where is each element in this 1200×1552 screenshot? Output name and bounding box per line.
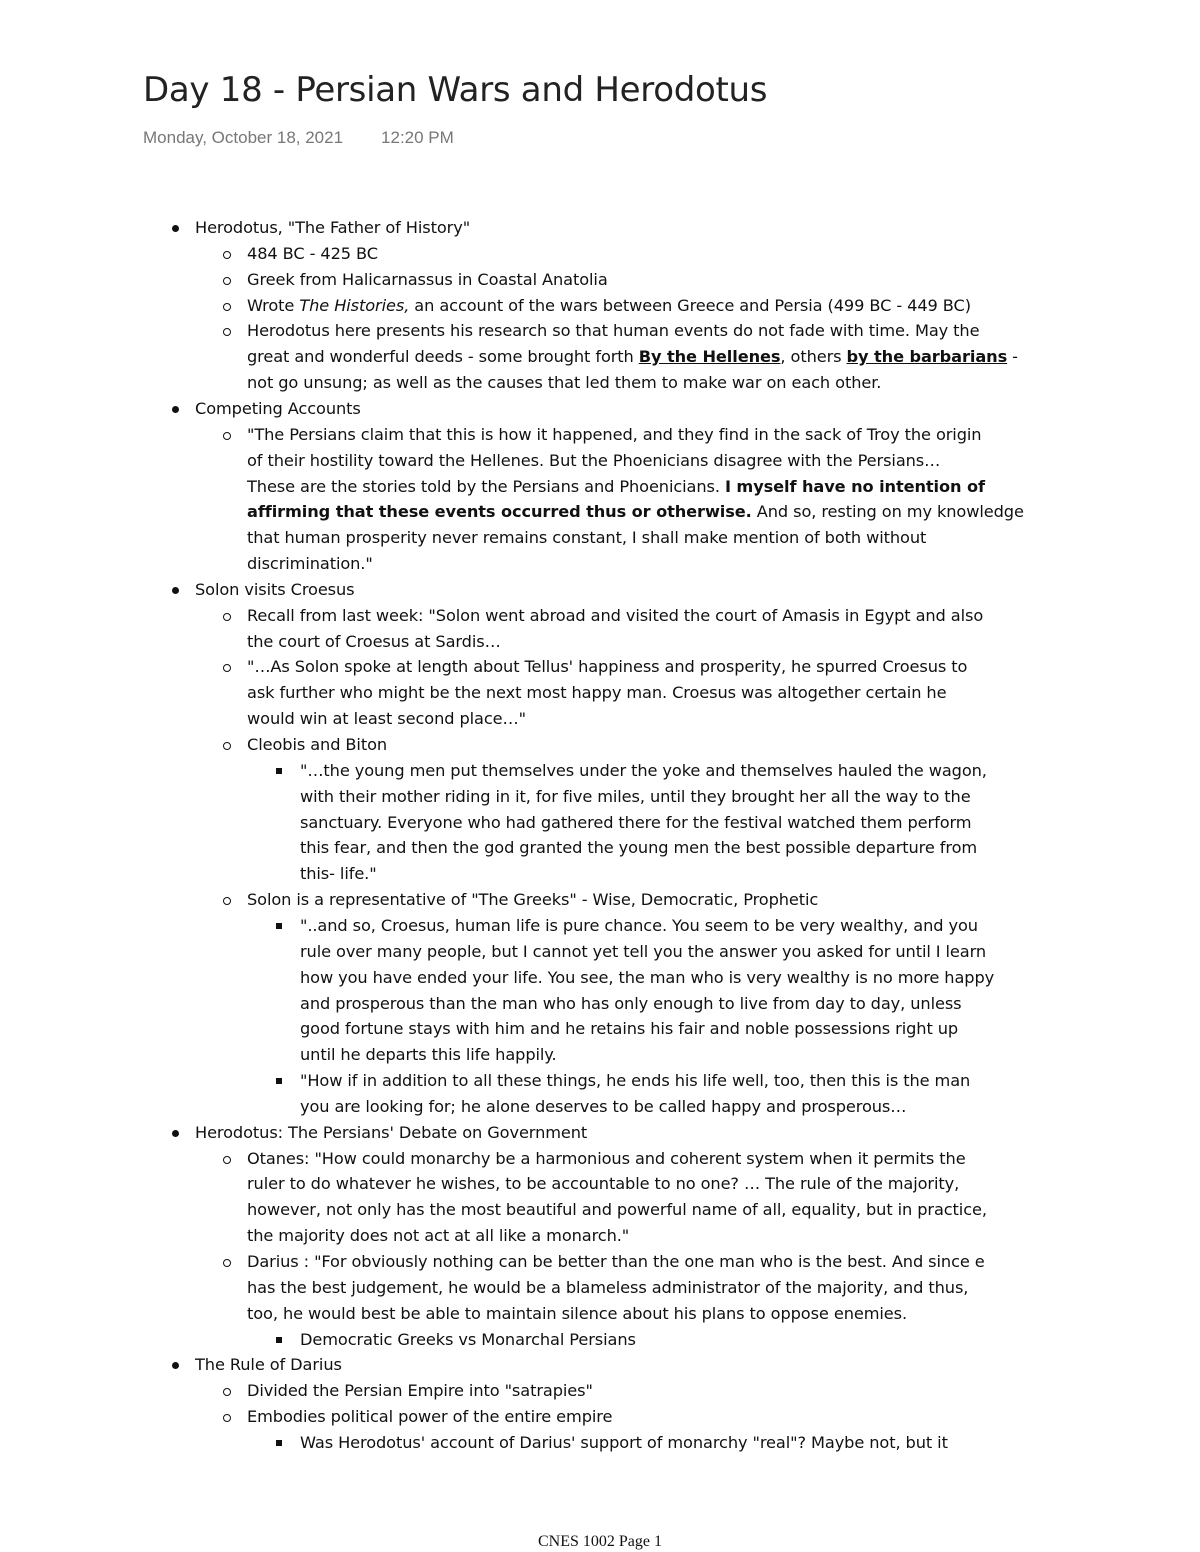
note-line: too, he would best be able to maintain silence about his plans to oppose enemies. [247,1304,908,1323]
text-run: , others [780,347,847,366]
bullet-disc-icon [172,406,179,413]
note-line: that human prosperity never remains constant, I shall make mention of both without [247,528,927,547]
note-line: "…As Solon spoke at length about Tellus' happiness and prosperity, he spurred Croesus to [247,657,968,676]
note-line: rule over many people, but I cannot yet tell you the answer you asked for until I learn [300,942,987,961]
bullet-circle-icon [223,432,231,440]
bullet-circle-icon [223,1388,231,1396]
note-line: would win at least second place…" [247,709,526,728]
note-line: not go unsung; as well as the causes that led them to make war on each other. [247,373,882,392]
bullet-circle-icon [223,303,231,311]
note-line [247,502,1024,522]
bullet-circle-icon [223,664,231,672]
note-line: and prosperous than the man who has only enough to live from day to day, unless [300,994,962,1013]
note-line: Cleobis and Biton [247,735,388,754]
note-line: however, not only has the most beautiful and powerful name of all, equality, but in practice, [247,1200,987,1219]
note-line: this- life." [300,864,377,883]
note-line: Otanes: "How could monarchy be a harmonious and coherent system when it permits the [247,1149,966,1168]
bullet-disc-icon [172,1130,179,1137]
bullet-circle-icon [223,742,231,750]
note-line: this fear, and then the god granted the young men the best possible departure from [300,838,978,857]
note-line: The Rule of Darius [195,1355,342,1374]
bullet-circle-icon [223,613,231,621]
note-line: Democratic Greeks vs Monarchal Persians [300,1330,636,1349]
bold-text: I myself have no intention of [724,477,985,496]
page-footer: CNES 1002 Page 1 [538,1533,662,1550]
bullet-circle-icon [223,897,231,905]
bullet-square-icon [276,1440,282,1446]
text-run: - [1007,347,1018,366]
note-line: "…the young men put themselves under the yoke and themselves hauled the wagon, [300,761,987,780]
note-line: ruler to do whatever he wishes, to be accountable to no one? … The rule of the majority, [247,1174,960,1193]
note-line: of their hostility toward the Hellenes. But the Phoenicians disagree with the Persians… [247,451,941,470]
note-line: "..and so, Croesus, human life is pure chance. You seem to be very wealthy, and you [300,916,978,935]
text-run: And so, resting on my knowledge [751,502,1024,521]
bullet-circle-icon [223,277,231,285]
bullet-circle-icon [223,328,231,336]
bullet-square-icon [276,768,282,774]
bold-text: affirming that these events occurred thus or otherwise. [247,502,752,521]
note-line: Herodotus here presents his research so that human events do not fade with time. May the [247,321,980,340]
note-line: has the best judgement, he would be a blameless administrator of the majority, and thus, [247,1278,969,1297]
text-run: Wrote [247,296,300,315]
note-line: the court of Croesus at Sardis… [247,632,501,651]
bullet-disc-icon [172,587,179,594]
note-timestamp [143,128,454,148]
note-line: Embodies political power of the entire empire [247,1407,613,1426]
bullet-square-icon [276,923,282,929]
note-line: Divided the Persian Empire into "satrapies" [247,1381,593,1400]
note-line: the majority does not act at all like a monarch." [247,1226,630,1245]
bullet-circle-icon [223,1259,231,1267]
note-line: until he departs this life happily. [300,1045,557,1064]
note-line: Recall from last week: "Solon went abroad and visited the court of Amasis in Egypt and also [247,606,984,625]
bullet-circle-icon [223,1156,231,1164]
note-line: Competing Accounts [195,399,361,418]
note-line: "The Persians claim that this is how it happened, and they find in the sack of Troy the origin [247,425,982,444]
underlined-text: By the Hellenes [638,347,781,366]
text-run: great and wonderful deeds - some brought forth [247,347,639,366]
page-title: Day 18 - Persian Wars and Herodotus [143,70,768,110]
note-line: Herodotus, "The Father of History" [195,218,471,237]
bullet-disc-icon [172,1362,179,1369]
note-line [247,296,971,316]
note-line: Darius : "For obviously nothing can be better than the one man who is the best. And since e [247,1252,985,1271]
note-date: Monday, October 18, 2021 [143,128,344,147]
note-line: Greek from Halicarnassus in Coastal Anatolia [247,270,608,289]
note-line: with their mother riding in it, for five miles, until they brought her all the way to the [300,787,971,806]
note-line: discrimination." [247,554,373,573]
note-line: 484 BC - 425 BC [247,244,378,263]
note-line: Herodotus: The Persians' Debate on Government [195,1123,588,1142]
bullet-square-icon [276,1337,282,1343]
note-time: 12:20 PM [381,128,454,147]
note-line: Was Herodotus' account of Darius' support of monarchy "real"? Maybe not, but it [300,1433,948,1452]
note-line: Solon is a representative of "The Greeks" - Wise, Democratic, Prophetic [247,890,819,909]
underlined-text: by the barbarians [846,347,1008,366]
bullet-circle-icon [223,251,231,259]
note-line: Solon visits Croesus [195,580,355,599]
note-line: good fortune stays with him and he retains his fair and noble possessions right up [300,1019,959,1038]
bullet-circle-icon [223,1414,231,1422]
text-run: an account of the wars between Greece and Persia (499 BC - 449 BC) [409,296,971,315]
note-line [247,347,1018,367]
note-line [247,477,985,497]
note-line: ask further who might be the next most happy man. Croesus was altogether certain he [247,683,947,702]
text-run: These are the stories told by the Persians and Phoenicians. [247,477,725,496]
italic-text: The Histories, [299,296,410,315]
bullet-square-icon [276,1078,282,1084]
note-line: how you have ended your life. You see, the man who is very wealthy is no more happy [300,968,995,987]
bullet-disc-icon [172,225,179,232]
note-line: sanctuary. Everyone who had gathered there for the festival watched them perform [300,813,972,832]
note-line: you are looking for; he alone deserves to be called happy and prosperous… [300,1097,907,1116]
note-line: "How if in addition to all these things, he ends his life well, too, then this is the man [300,1071,971,1090]
